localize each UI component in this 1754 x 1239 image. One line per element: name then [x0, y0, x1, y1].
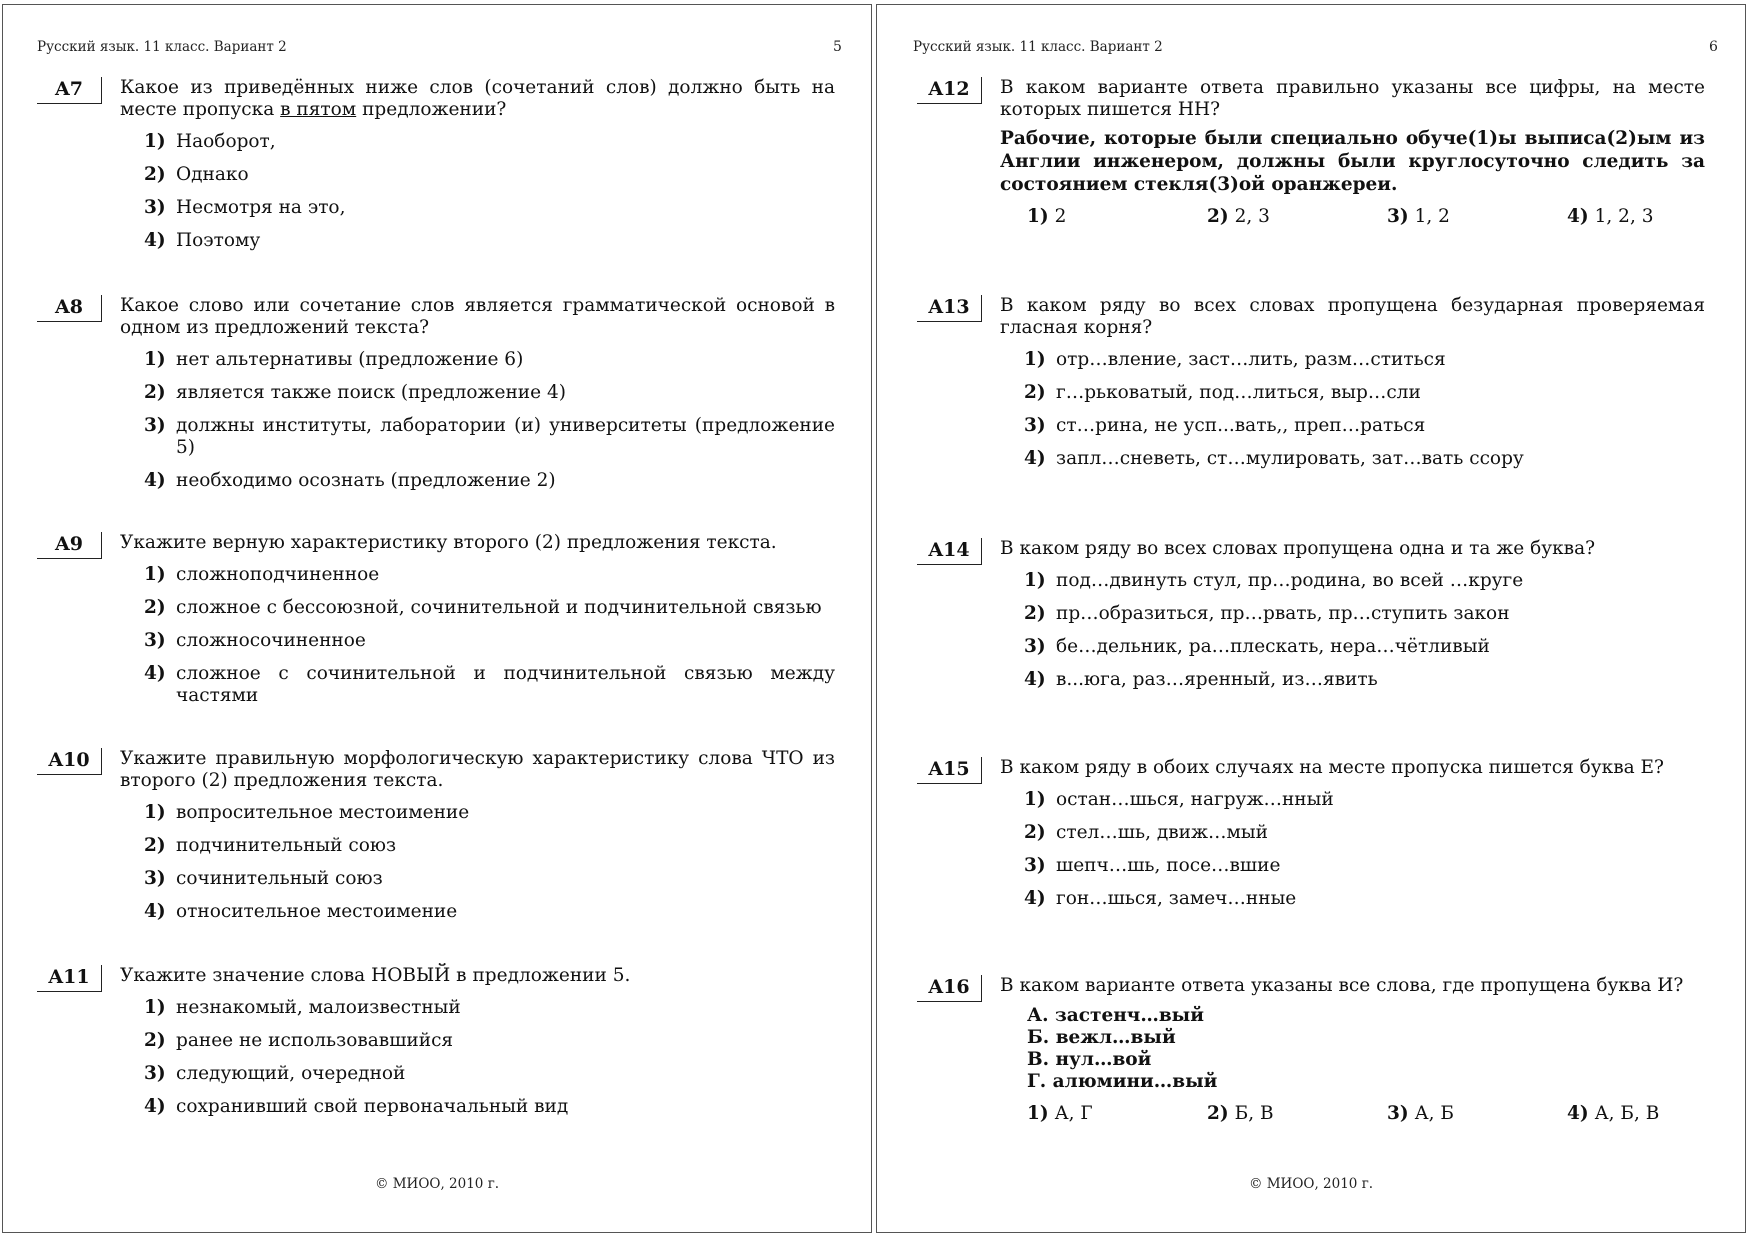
question-id: A12 — [917, 77, 982, 104]
answer-option[interactable]: 1) остан…шься, нагруж…нный — [1024, 789, 1334, 810]
answer-options — [1024, 570, 1705, 691]
question-id: A11 — [37, 965, 102, 992]
question-a7 — [37, 77, 835, 263]
copyright-footer: © МИОО, 2010 г. — [374, 1176, 500, 1192]
answer-option[interactable]: 3) А, Б — [1387, 1103, 1455, 1124]
answer-option[interactable]: 4) Поэтому — [144, 230, 261, 251]
answer-options — [1024, 789, 1705, 910]
answer-options — [144, 564, 835, 707]
answer-option[interactable]: 1) отр…вление, заст…лить, разм…ститься — [1024, 349, 1446, 370]
question-a9 — [37, 532, 835, 718]
question-id: A10 — [37, 748, 102, 775]
word-item: Г. алюмини…вый — [1027, 1071, 1218, 1092]
answer-options — [1024, 349, 1705, 470]
answer-option[interactable]: 4) 1, 2, 3 — [1567, 206, 1654, 227]
answer-option[interactable]: 4) гон…шься, замеч…нные — [1024, 888, 1297, 909]
question-a15 — [917, 757, 1705, 921]
answer-option[interactable]: 2) Однако — [144, 164, 249, 185]
answer-options — [1027, 206, 1705, 230]
answer-option[interactable]: 1) 2 — [1027, 206, 1067, 227]
question-a11 — [37, 965, 835, 1129]
question-text: В каком варианте ответа правильно указаны все цифры, на месте которых пишется НН? — [1000, 77, 1705, 120]
answer-options — [144, 131, 835, 252]
question-text: Укажите верную характеристику второго (2) предложения текста. — [120, 532, 777, 553]
answer-options — [144, 802, 835, 923]
question-a14 — [917, 538, 1705, 702]
question-text: В каком ряду во всех словах пропущена безударная проверяемая гласная корня? — [1000, 295, 1705, 338]
word-item: Б. вежл…вый — [1027, 1027, 1176, 1048]
answer-option[interactable]: 3) 1, 2 — [1387, 206, 1450, 227]
answer-options — [144, 997, 835, 1118]
question-text: Укажите правильную морфологическую характеристику слова ЧТО из второго (2) предложения текста. — [120, 748, 835, 791]
answer-option[interactable]: 3) сложносочиненное — [144, 630, 366, 651]
page-6 — [876, 4, 1746, 1233]
answer-option[interactable]: 2) подчинительный союз — [144, 835, 397, 856]
answer-option[interactable]: 2) является также поиск (предложение 4) — [144, 382, 566, 403]
word-list — [1027, 1005, 1705, 1093]
question-id: A15 — [917, 757, 982, 784]
answer-option[interactable]: 4) запл…сневеть, ст…мулировать, зат…вать ссору — [1024, 448, 1524, 469]
question-a16 — [917, 975, 1705, 1127]
question-a12 — [917, 77, 1705, 230]
page-5 — [2, 4, 872, 1233]
question-text: В каком ряду в обоих случаях на месте пропуска пишется буква Е? — [1000, 757, 1664, 778]
answer-option[interactable]: 1) под…двинуть стул, пр…родина, во всей …круге — [1024, 570, 1524, 591]
answer-option[interactable]: 3) должны институты, лаборатории (и) университеты (предложение 5) — [144, 415, 835, 458]
page-number: 6 — [1709, 39, 1718, 55]
answer-option[interactable]: 4) сохранивший свой первоначальный вид — [144, 1096, 569, 1117]
answer-option[interactable]: 2) ранее не использовавшийся — [144, 1030, 454, 1051]
answer-option[interactable]: 3) ст…рина, не усп...вать,, преп…раться — [1024, 415, 1426, 436]
answer-option[interactable]: 3) бе…дельник, ра…плескать, нера…чётливый — [1024, 636, 1490, 657]
underlined-text: в пятом — [280, 99, 357, 120]
question-text: Какое из приведённых ниже слов (сочетаний слов) должно быть на месте пропуска в пятом предложении? — [120, 77, 835, 120]
word-item: А. застенч…вый — [1027, 1005, 1204, 1026]
answer-option[interactable]: 4) А, Б, В — [1567, 1103, 1660, 1124]
answer-option[interactable]: 2) г…рьковатый, под…литься, выр…сли — [1024, 382, 1421, 403]
answer-options — [144, 349, 835, 492]
answer-option[interactable]: 3) Несмотря на это, — [144, 197, 346, 218]
answer-option[interactable]: 2) 2, 3 — [1207, 206, 1270, 227]
question-id: A16 — [917, 975, 982, 1002]
answer-option[interactable]: 4) в...юга, раз…яренный, из…явить — [1024, 669, 1378, 690]
question-text: Какое слово или сочетание слов является грамматической основой в одном из предложений текста? — [120, 295, 835, 338]
answer-option[interactable]: 2) Б, В — [1207, 1103, 1274, 1124]
question-id: A14 — [917, 538, 982, 565]
question-a8 — [37, 295, 835, 503]
page-number: 5 — [833, 39, 842, 55]
question-id: A9 — [37, 532, 102, 559]
question-statement: Рабочие, которые были специально обуче(1)ы выписа(2)ым из Англии инженером, должны были круглосуточно следить за состоянием стекля(3)ой оранжереи. — [1000, 128, 1705, 195]
answer-options — [1027, 1103, 1705, 1127]
answer-option[interactable]: 2) пр…образиться, пр…рвать, пр…ступить закон — [1024, 603, 1510, 624]
answer-option[interactable]: 1) А, Г — [1027, 1103, 1093, 1124]
answer-option[interactable]: 2) стел…шь, движ…мый — [1024, 822, 1268, 843]
answer-option[interactable]: 2) сложное с бессоюзной, сочинительной и подчинительной связью — [144, 597, 822, 618]
answer-option[interactable]: 3) следующий, очередной — [144, 1063, 406, 1084]
word-item: В. нул…вой — [1027, 1049, 1152, 1070]
answer-option[interactable]: 4) сложное с сочинительной и подчинительной связью между частями — [144, 663, 835, 706]
answer-option[interactable]: 3) сочинительный союз — [144, 868, 383, 889]
answer-option[interactable]: 1) Наоборот, — [144, 131, 276, 152]
question-id: A7 — [37, 77, 102, 104]
answer-option[interactable]: 1) нет альтернативы (предложение 6) — [144, 349, 524, 370]
answer-option[interactable]: 4) необходимо осознать (предложение 2) — [144, 470, 556, 491]
answer-option[interactable]: 1) сложноподчиненное — [144, 564, 380, 585]
answer-option[interactable]: 1) вопросительное местоимение — [144, 802, 470, 823]
answer-option[interactable]: 4) относительное местоимение — [144, 901, 458, 922]
answer-option[interactable]: 3) шепч…шь, посе…вшие — [1024, 855, 1281, 876]
question-a13 — [917, 295, 1705, 481]
running-header: Русский язык. 11 класс. Вариант 2 — [913, 39, 1163, 55]
question-text: Укажите значение слова НОВЫЙ в предложении 5. — [120, 965, 631, 986]
copyright-footer: © МИОО, 2010 г. — [1248, 1176, 1374, 1192]
question-a10 — [37, 748, 835, 934]
answer-option[interactable]: 1) незнакомый, малоизвестный — [144, 997, 461, 1018]
question-text: В каком варианте ответа указаны все слова, где пропущена буква И? — [1000, 975, 1684, 996]
question-id: A13 — [917, 295, 982, 322]
question-text: В каком ряду во всех словах пропущена одна и та же буква? — [1000, 538, 1596, 559]
running-header: Русский язык. 11 класс. Вариант 2 — [37, 39, 287, 55]
question-id: A8 — [37, 295, 102, 322]
